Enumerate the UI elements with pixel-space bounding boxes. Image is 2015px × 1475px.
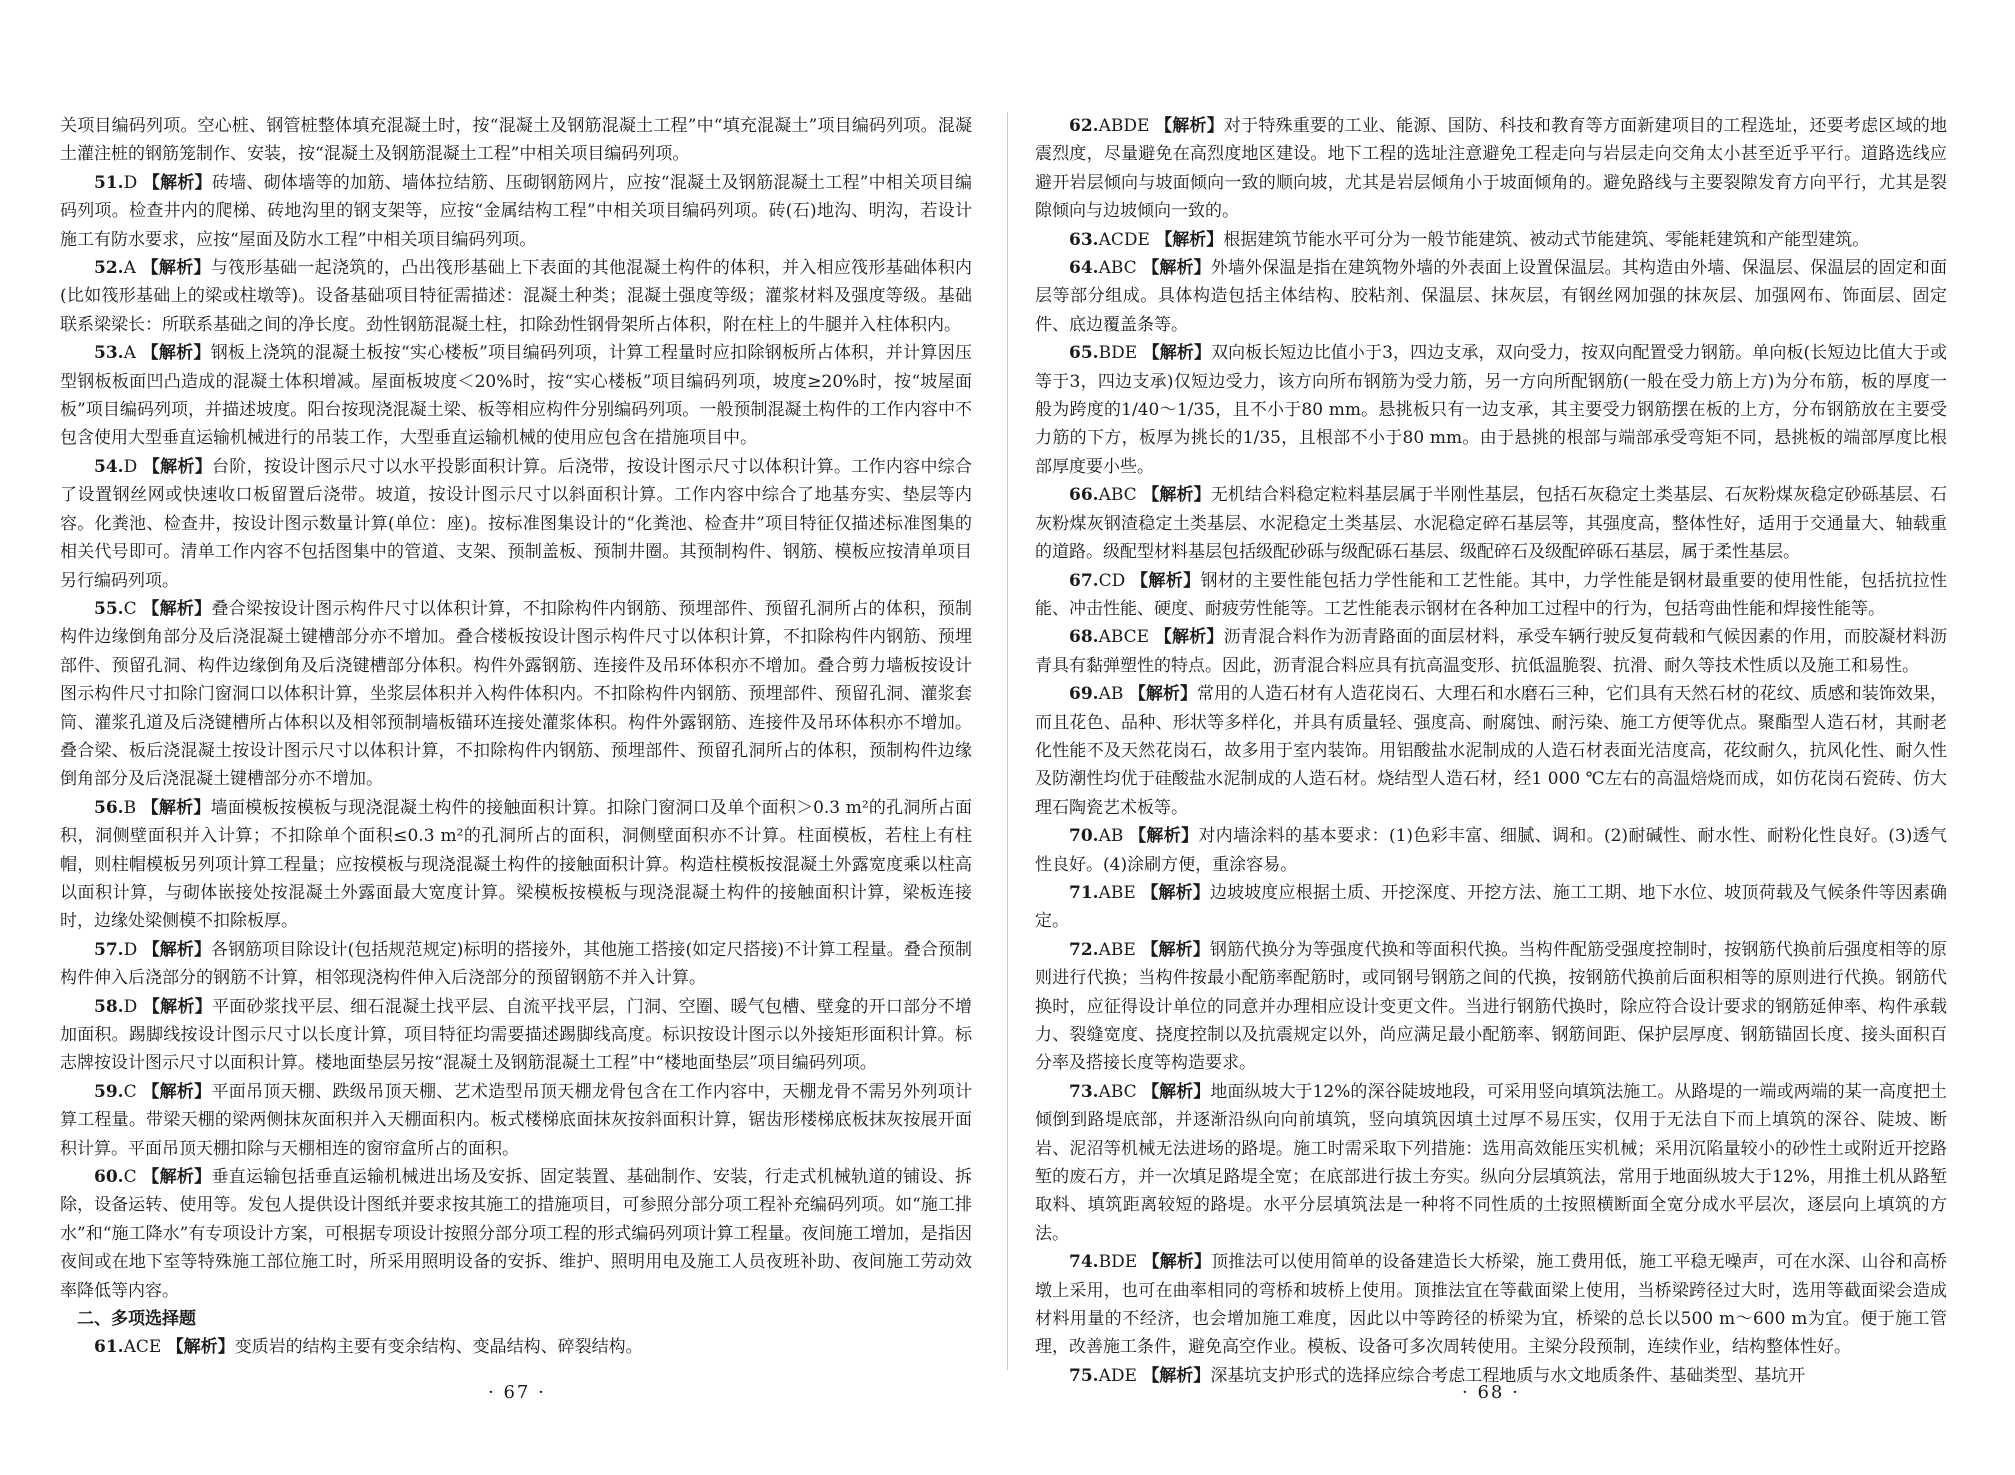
right-page-column [1035,112,1948,1386]
page-number-right: · 68 · [1462,1382,1520,1403]
answer-item-65: 65.BDE 【解析】双向板长短边比值小于3，四边支承，双向受力，按双向配置受力钢筋。单向板(长短边比值大于或等于3，四边支承)仅短边受力，该方向所布钢筋为受力筋，另一方向所配钢筋(一般在受力筋上方)为分布筋，板的厚度一般为跨度的1/40～1/35，且不小于80 mm。悬挑板只有一边支承，其主要受力钢筋摆在板的上方，分布钢筋放在主要受力筋的下方，板厚为挑长的1/35，且根部不小于80 mm。由于悬挑的根部与端部承受弯矩不同，悬挑板的端部厚度比根部厚度要小些。 [1035,343,1948,477]
answer-item-59: 59.C 【解析】平面吊顶天棚、跌级吊顶天棚、艺术造型吊顶天棚龙骨包含在工作内容中，天棚龙骨不需另外列项计算工程量。带梁天棚的梁两侧抹灰面积并入天棚面积内。板式楼梯底面抹灰按斜面积计算，锯齿形楼梯底板抹灰按展开面积计算。平面吊顶天棚扣除与天棚相连的窗帘盒所占的面积。 [60,1081,973,1159]
answer-item-69: 69.AB 【解析】常用的人造石材有人造花岗石、大理石和水磨石三种，它们具有天然石材的花纹、质感和装饰效果，而且花色、品种、形状等多样化，并具有质量轻、强度高、耐腐蚀、耐污染、施工方便等优点。聚酯型人造石材，其耐老化性能不及天然花岗石，故多用于室内装饰。用铝酸盐水泥制成的人造石材表面光洁度高，花纹耐久，抗风化性、耐久性及防潮性均优于硅酸盐水泥制成的人造石材。烧结型人造石材，经1 000 ℃左右的高温焙烧而成，如仿花岗石瓷砖、仿大理石陶瓷艺术板等。 [1035,684,1947,818]
left-page-column [60,112,972,1370]
answer-item-68: 68.ABCE 【解析】沥青混合料作为沥青路面的面层材料，承受车辆行驶反复荷载和气候因素的作用，而胶凝材料沥青具有黏弹塑性的特点。因此，沥青混合料应具有抗高温变形、抗低温脆裂、抗滑、耐久等技术性质以及施工和易性。 [1035,627,1948,676]
answer-item-57: 57.D 【解析】各钢筋项目除设计(包括规范规定)标明的搭接外，其他施工搭接(如定尺搭接)不计算工程量。叠合预制构件伸入后浇部分的钢筋不计算，相邻现浇构件伸入后浇部分的预留钢筋不并入计算。 [60,939,973,989]
answer-item-52: 52.A 【解析】与筏形基础一起浇筑的，凸出筏形基础上下表面的其他混凝土构件的体积，并入相应筏形基础体积内(比如筏形基础上的梁或柱墩等)。设备基础项目特征需描述：混凝土种类；混凝土强度等级；灌浆材料及强度等级。基础联系梁梁长：所联系基础之间的净长度。劲性钢筋混凝土柱，扣除劲性钢骨架所占体积，附在柱上的牛腿并入柱体积内。 [60,258,973,335]
answer-item-54: 54.D 【解析】台阶，按设计图示尺寸以水平投影面积计算。后浇带，按设计图示尺寸以体积计算。工作内容中综合了设置钢丝网或快速收口板留置后浇带。坡道，按设计图示尺寸以斜面积计算。工作内容中综合了地基夯实、垫层等内容。化粪池、检查井，按设计图示数量计算(单位：座)。按标准图集设计的“化粪池、检查井”项目特征仅描述标准图集的相关代号即可。清单工作内容不包括图集中的管道、支架、预制盖板、预制井圈。其预制构件、钢筋、模板应按清单项目另行编码列项。 [60,456,973,591]
answer-item-73: 73.ABC 【解析】地面纵坡大于12%的深谷陡坡地段，可采用竖向填筑法施工。从路堤的一端或两端的某一高度把土倾倒到路堤底部，并逐渐沿纵向向前填筑，竖向填筑因填土过厚不易压实，仅用于无法自下而上填筑的深谷、陡坡、断岩、泥沼等机械无法进场的路堤。施工时需采取下列措施：选用高效能压实机械；采用沉陷量较小的砂性土或附近开挖路堑的废石方，并一次填足路堤全宽；在底部进行拔土夯实。纵向分层填筑法，常用于地面纵坡大于12%，用推土机从路堑取料、填筑距离较短的路堤。水平分层填筑法是一种将不同性质的土按照横断面全宽分成水平层次，逐层向上填筑的方法。 [1035,1081,1947,1244]
answer-item-72: 72.ABE 【解析】钢筋代换分为等强度代换和等面积代换。当构件配筋受强度控制时，按钢筋代换前后强度相等的原则进行代换；当构件按最小配筋率配筋时，或同钢号钢筋之间的代换，按钢筋代换前后面积相等的原则进行代换。钢筋代换时，应征得设计单位的同意并办理相应设计变更文件。当进行钢筋代换时，除应符合设计要求的钢筋延伸率、构件承载力、裂缝宽度、挠度控制以及抗震规定以外，尚应满足最小配筋率、钢筋间距、保护层厚度、钢筋锚固长度、接头面积百分率及搭接长度等构造要求。 [1035,939,1948,1074]
section-heading-multiple-choice: 二、多项选择题 [77,1309,196,1330]
answer-item-56: 56.B 【解析】墙面模板按模板与现浇混凝土构件的接触面积计算。扣除门窗洞口及单个面积＞0.3 m²的孔洞所占面积，洞侧壁面积并入计算；不扣除单个面积≤0.3 m²的孔洞所占的面积，洞侧壁面积亦不计算。柱面模板，若柱上有柱帽，则柱帽模板另列项计算工程量；应按模板与现浇混凝土构件的接触面积计算。构造柱模板按混凝土外露宽度乘以柱高以面积计算，与砌体嵌接处按混凝土外露面最大宽度计算。梁模板按模板与现浇混凝土构件的接触面积计算，梁板连接时，边缘处梁侧模不扣除板厚。 [60,797,973,932]
answer-item-74: 74.BDE 【解析】顶推法可以使用简单的设备建造长大桥梁，施工费用低，施工平稳无噪声，可在水深、山谷和高桥墩上采用，也可在曲率相同的弯桥和坡桥上使用。顶推法宜在等截面梁上使用，当桥梁跨径过大时，选用等截面梁会造成材料用量的不经济，也会增加施工难度，因此以中等跨径的桥梁为宜，桥梁的总长以500 m～600 m为宜。便于施工管理，改善施工条件，避免高空作业。模板、设备可多次周转使用。主梁分段预制，连续作业，结构整体性好。 [1035,1252,1948,1358]
answer-item-64: 64.ABC 【解析】外墙外保温是指在建筑物外墙的外表面上设置保温层。其构造由外墙、保温层、保温层的固定和面层等部分组成。具体构造包括主体结构、胶粘剂、保温层、抹灰层，有钢丝网加强的抹灰层、加强网布、饰面层、固定件、底边覆盖条等。 [1035,258,1948,335]
answer-item-71: 71.ABE 【解析】边坡坡度应根据土质、开挖深度、开挖方法、施工工期、地下水位、坡顶荷载及气候条件等因素确定。 [1035,882,1948,932]
continuation-text: 关项目编码列项。空心桩、钢管桩整体填充混凝土时，按“混凝土及钢筋混凝土工程”中“填充混凝土”项目编码列项。混凝土灌注桩的钢筋笼制作、安装，按“混凝土及钢筋混凝土工程”中相关项目编码列项。 [60,116,972,165]
page-gutter-divider [1007,112,1008,1370]
answer-item-66: 66.ABC 【解析】无机结合料稳定粒料基层属于半刚性基层，包括石灰稳定土类基层、石灰粉煤灰稳定砂砾基层、石灰粉煤灰钢渣稳定土类基层、水泥稳定土类基层、水泥稳定碎石基层等，其强度高，整体性好，适用于交通量大、轴载重的道路。级配型材料基层包括级配砂砾与级配砾石基层、级配碎石及级配碎砾石基层，属于柔性基层。 [1035,485,1948,563]
answer-item-53: 53.A 【解析】钢板上浇筑的混凝土板按“实心楼板”项目编码列项，计算工程量时应扣除钢板所占体积，并计算因压型钢板板面凹凸造成的混凝土体积增减。屋面板坡度＜20%时，按“实心楼板”项目编码列项，坡度≥20%时，按“坡屋面板”项目编码列项，并描述坡度。阳台按现浇混凝土梁、板等相应构件分别编码列项。一般预制混凝土构件的工作内容中不包含使用大型垂直运输机械进行的吊装工作，大型垂直运输机械的使用应包含在措施项目中。 [60,343,972,449]
answer-item-55: 55.C 【解析】叠合梁按设计图示构件尺寸以体积计算，不扣除构件内钢筋、预埋部件、预留孔洞所占的体积，预制构件边缘倒角部分及后浇混凝土键槽部分亦不增加。叠合楼板按设计图示构件尺寸以体积计算，不扣除构件内钢筋、预埋部件、预留孔洞、构件边缘倒角及后浇键槽部分体积。构件外露钢筋、连接件及吊环体积亦不增加。叠合剪力墙板按设计图示构件尺寸扣除门窗洞口以体积计算，坐浆层体积并入构件体积内。不扣除构件内钢筋、预埋部件、预留孔洞、灌浆套筒、灌浆孔道及后浇键槽所占体积以及相邻预制墙板锚环连接处灌浆体积。构件外露钢筋、连接件及吊环体积亦不增加。叠合梁、板后浇混凝土按设计图示尺寸以体积计算，不扣除构件内钢筋、预埋部件、预留孔洞所占的体积，预制构件边缘倒角部分及后浇混凝土键槽部分亦不增加。 [60,598,973,790]
answer-item-61: 61.ACE 【解析】变质岩的结构主要有变余结构、变晶结构、碎裂结构。 [94,1337,643,1358]
answer-item-70: 70.AB 【解析】对内墙涂料的基本要求：(1)色彩丰富、细腻、调和。(2)耐碱性、耐水性、耐粉化性良好。(3)透气性良好。(4)涂刷方便，重涂容易。 [1035,826,1948,875]
answer-item-75: 75.ADE 【解析】深基坑支护形式的选择应综合考虑工程地质与水文地质条件、基础类型、基坑开 [1069,1365,1806,1386]
answer-item-51: 51.D 【解析】砖墙、砌体墙等的加筋、墙体拉结筋、压砌钢筋网片，应按“混凝土及钢筋混凝土工程”中相关项目编码列项。检查井内的爬梯、砖地沟里的钢支架等，应按“金属结构工程”中相关项目编码列项。砖(石)地沟、明沟，若设计施工有防水要求，应按“屋面及防水工程”中相关项目编码列项。 [60,172,972,250]
answer-item-67: 67.CD 【解析】钢材的主要性能包括力学性能和工艺性能。其中，力学性能是钢材最重要的使用性能，包括抗拉性能、冲击性能、硬度、耐疲劳性能等。工艺性能表示钢材在各种加工过程中的行为，包括弯曲性能和焊接性能等。 [1035,570,1948,619]
answer-item-60: 60.C 【解析】垂直运输包括垂直运输机械进出场及安拆、固定装置、基础制作、安装，行走式机械轨道的铺设、拆除，设备运转、使用等。发包人提供设计图纸并要求按其施工的措施项目，可参照分部分项工程补充编码列项。如“施工排水”和“施工降水”有专项设计方案，可根据专项设计按照分部分项工程的形式编码列项计算工程量。夜间施工增加，是指因夜间或在地下室等特殊施工部位施工时，所采用照明设备的安拆、维护、照明用电及施工人员夜班补助、夜间施工劳动效率降低等内容。 [60,1167,973,1301]
answer-item-58: 58.D 【解析】平面砂浆找平层、细石混凝土找平层、自流平找平层，门洞、空圈、暖气包槽、壁龛的开口部分不增加面积。踢脚线按设计图示尺寸以长度计算，项目特征均需要描述踢脚线高度。标识按设计图示以外接矩形面积计算。标志牌按设计图示尺寸以面积计算。楼地面垫层另按“混凝土及钢筋混凝土工程”中“楼地面垫层”项目编码列项。 [60,996,973,1074]
answer-item-63: 63.ACDE 【解析】根据建筑节能水平可分为一般节能建筑、被动式节能建筑、零能耗建筑和产能型建筑。 [1069,229,1870,250]
answer-item-62: 62.ABDE 【解析】对于特殊重要的工业、能源、国防、科技和教育等方面新建项目的工程选址，还要考虑区域的地震烈度，尽量避免在高烈度地区建设。地下工程的选址注意避免工程走向与岩层走向交角太小甚至近乎平行。道路选线应避开岩层倾向与坡面倾向一致的顺向坡，尤其是岩层倾角小于坡面倾角的。避免路线与主要裂隙发育方向平行，尤其是裂隙倾向与边坡倾向一致的。 [1035,116,1948,222]
page-number-left: · 67 · [488,1382,546,1403]
